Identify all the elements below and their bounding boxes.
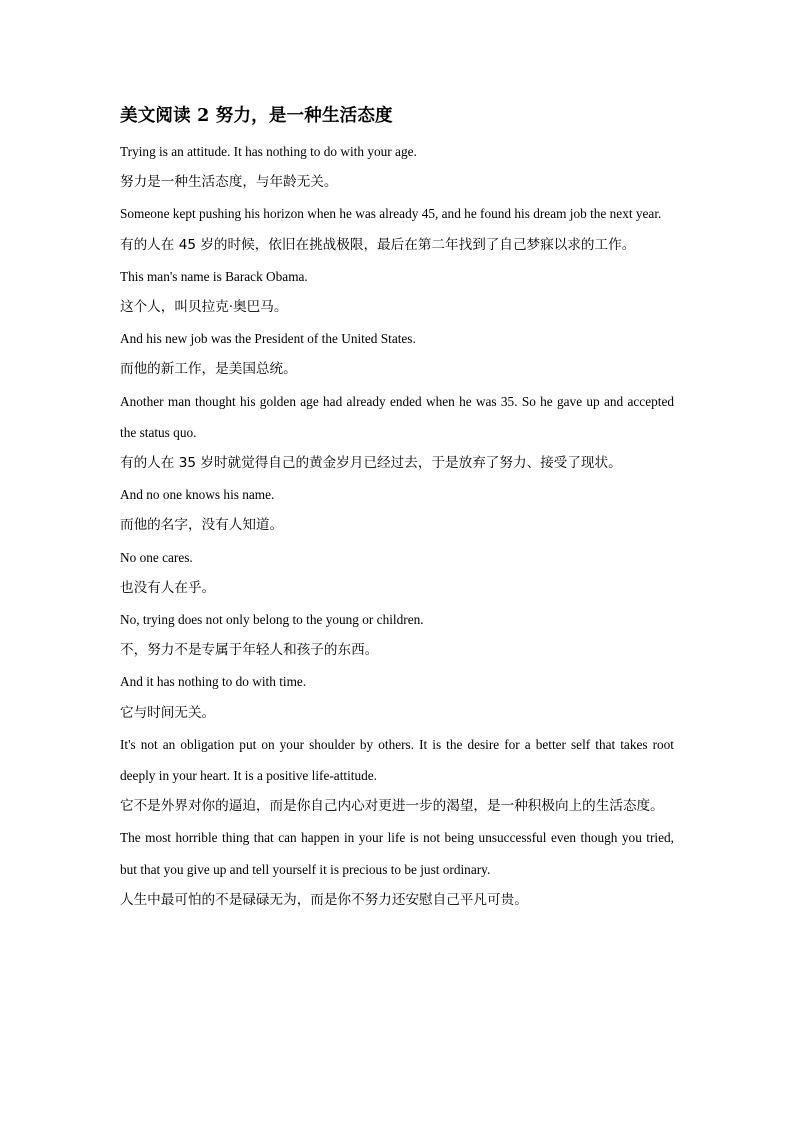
- paragraph-chinese: 有的人在 35 岁时就觉得自己的黄金岁月已经过去，于是放弃了努力、接受了现状。: [120, 455, 622, 472]
- document-page: [120, 104, 674, 916]
- paragraph-chinese: 而他的名字，没有人知道。: [120, 517, 284, 534]
- paragraph-chinese: 有的人在 45 岁的时候，依旧在挑战极限，最后在第二年找到了自己梦寐以求的工作。: [120, 236, 636, 253]
- paragraph-english: It's not an obligation put on your shoulder by others. It is the desire for a better self that takes root deeply in your heart. It is a positive life-attitude.: [120, 736, 674, 784]
- paragraph-english: The most horrible thing that can happen in your life is not being unsuccessful even though you tried, but that you give up and tell yourself it is precious to be just ordinary.: [120, 830, 674, 877]
- paragraph-english: No one cares.: [120, 549, 193, 565]
- paragraph-chinese: 努力是一种生活态度，与年龄无关。: [120, 174, 338, 191]
- paragraph-chinese: 它与时间无关。: [120, 704, 216, 721]
- paragraph-english: And no one knows his name.: [120, 487, 275, 503]
- paragraph-chinese: 人生中最可怕的不是碌碌无为，而是你不努力还安慰自己平凡可贵。: [120, 891, 528, 908]
- paragraph-chinese: 不，努力不是专属于年轻人和孩子的东西。: [120, 642, 379, 659]
- paragraph-chinese: 也没有人在乎。: [120, 579, 216, 596]
- paragraph-chinese: 而他的新工作，是美国总统。: [120, 361, 297, 378]
- paragraph-english: Another man thought his golden age had already ended when he was 35. So he gave up and accepted the status quo.: [120, 393, 674, 440]
- paragraph-english: And it has nothing to do with time.: [120, 674, 307, 690]
- paragraph-english: Trying is an attitude. It has nothing to do with your age.: [120, 144, 417, 159]
- paragraph-english: Someone kept pushing his horizon when he was already 45, and he found his dream job the next year.: [120, 206, 662, 222]
- paragraph-english: And his new job was the President of the United States.: [120, 331, 416, 347]
- paragraph-chinese: 这个人，叫贝拉克·奥巴马。: [120, 299, 288, 316]
- page-title: 美文阅读 2 努力，是一种生活态度: [120, 106, 393, 126]
- paragraph-english: This man's name is Barack Obama.: [120, 268, 308, 284]
- paragraph-english: No, trying does not only belong to the young or children.: [120, 612, 424, 628]
- paragraph-chinese: 它不是外界对你的逼迫，而是你自己内心对更进一步的渴望，是一种积极向上的生活态度。: [120, 798, 664, 815]
